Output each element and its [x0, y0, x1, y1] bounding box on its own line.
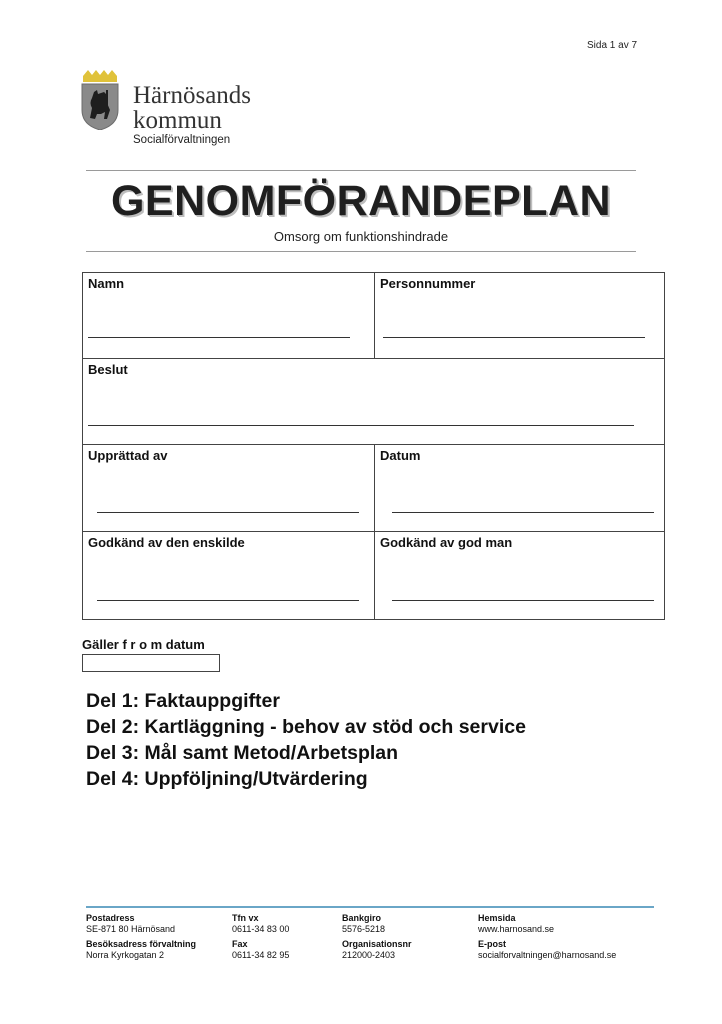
orgnr-value: 212000-2403	[342, 950, 396, 960]
godkand-enskilde-cell[interactable]	[83, 532, 375, 620]
bankgiro-value: 5576-5218	[342, 924, 386, 934]
title-top-rule	[86, 170, 636, 171]
municipality-name-line2: kommun	[133, 107, 222, 134]
upprattad-line[interactable]	[97, 512, 359, 513]
municipality-name	[133, 83, 251, 133]
besoksadress-value: Norra Kyrkogatan 2	[86, 950, 165, 960]
godkand-godman-label: Godkänd av god man	[380, 535, 513, 550]
name-label: Namn	[88, 276, 125, 291]
epost-value[interactable]: socialforvaltningen@harnosand.se	[478, 950, 617, 960]
datum-label: Datum	[380, 448, 421, 463]
footer-phone-column	[232, 913, 289, 961]
hemsida-value[interactable]: www.harnosand.se	[478, 924, 555, 934]
postadress-label: Postadress	[86, 913, 135, 923]
datum-cell[interactable]	[375, 445, 665, 532]
godkand-enskilde-line[interactable]	[97, 600, 359, 601]
godkand-enskilde-label: Godkänd av den enskilde	[88, 535, 245, 550]
bankgiro-label: Bankgiro	[342, 913, 382, 923]
personnummer-cell[interactable]	[375, 273, 665, 359]
part-3: Del 3: Mål samt Metod/Arbetsplan	[86, 742, 399, 764]
part-4: Del 4: Uppföljning/Utvärdering	[86, 768, 368, 790]
godkand-godman-line[interactable]	[392, 600, 654, 601]
postadress-value: SE-871 80 Härnösand	[86, 924, 176, 934]
upprattad-cell[interactable]	[83, 445, 375, 532]
valid-from-label: Gäller f r o m datum	[82, 637, 205, 652]
plan-form-table	[82, 272, 665, 620]
personnummer-line[interactable]	[383, 337, 645, 338]
godkand-godman-cell[interactable]	[375, 532, 665, 620]
footer-bank-column	[342, 913, 412, 961]
tfn-value: 0611-34 83 00	[232, 924, 290, 934]
document-title: GENOMFÖRANDEPLAN	[110, 177, 612, 225]
title-bottom-rule	[86, 251, 636, 252]
municipal-crest-logo	[80, 70, 120, 130]
fax-value: 0611-34 82 95	[232, 950, 290, 960]
footer-web-column	[478, 913, 616, 961]
hemsida-label: Hemsida	[478, 913, 516, 923]
upprattad-label: Upprättad av	[88, 448, 168, 463]
name-cell[interactable]	[83, 273, 375, 359]
part-1: Del 1: Faktauppgifter	[86, 690, 280, 712]
document-subtitle: Omsorg om funktionshindrade	[273, 229, 449, 244]
footer-rule	[86, 906, 654, 908]
document-parts-list	[86, 688, 526, 792]
footer-address-column	[86, 913, 196, 961]
fax-label: Fax	[232, 939, 248, 949]
beslut-cell[interactable]	[83, 359, 665, 445]
beslut-label: Beslut	[88, 362, 128, 377]
valid-from-input-box[interactable]	[82, 654, 220, 672]
orgnr-label: Organisationsnr	[342, 939, 412, 949]
epost-label: E-post	[478, 939, 506, 949]
page-number: Sida 1 av 7	[587, 40, 638, 51]
besoksadress-label: Besöksadress förvaltning	[86, 939, 197, 949]
department-name: Socialförvaltningen	[133, 134, 231, 146]
part-2: Del 2: Kartläggning - behov av stöd och service	[86, 716, 526, 738]
datum-line[interactable]	[392, 512, 654, 513]
name-signature-line[interactable]	[88, 337, 350, 338]
tfn-label: Tfn vx	[232, 913, 259, 923]
municipality-name-line1: Härnösands	[133, 82, 252, 109]
beslut-line[interactable]	[88, 425, 634, 426]
personnummer-label: Personnummer	[380, 276, 476, 291]
